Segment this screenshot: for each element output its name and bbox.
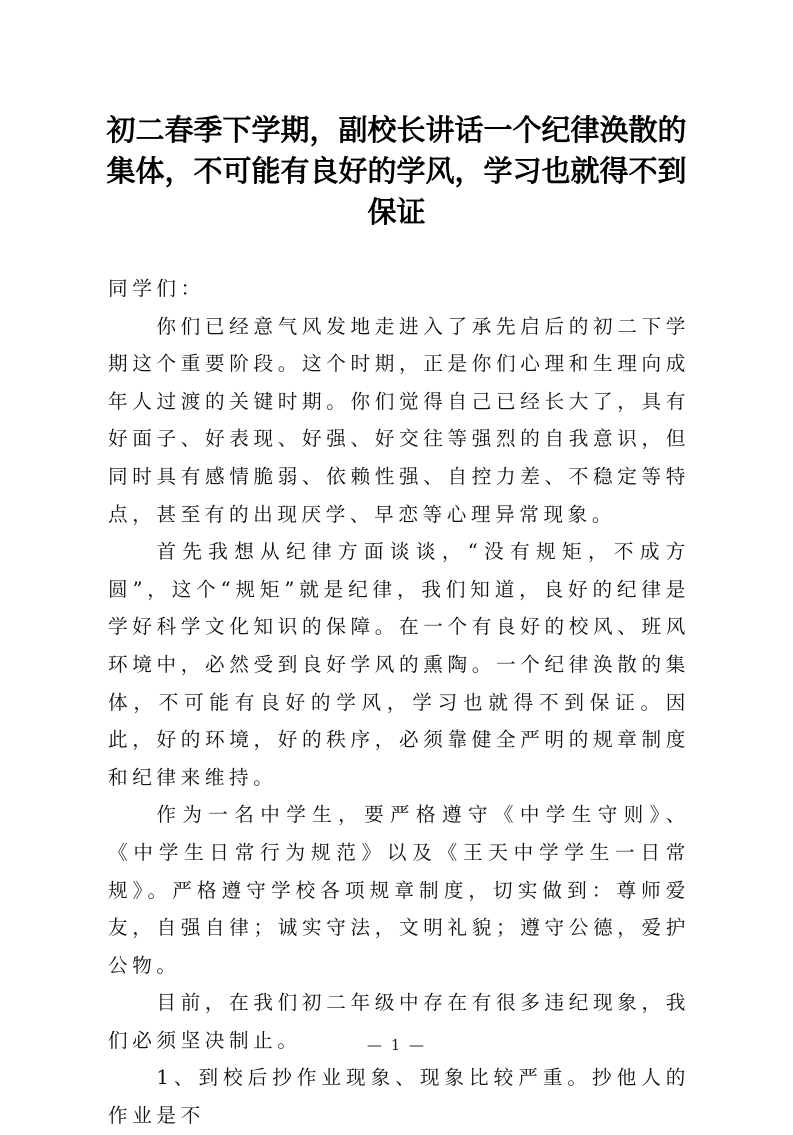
- paragraph-intro: 你们已经意气风发地走进入了承先启后的初二下学期这个重要阶段。这个时期，正是你们心理和生理向成年人过渡的关键时期。你们觉得自己已经长大了，具有好面子、好表现、好强、好交往等强烈的自我意识，但同时具有感情脆弱、依赖性强、自控力差、不稳定等特点，甚至有的出现厌学、早恋等心理异常现象。: [108, 314, 690, 526]
- document-body: [108, 270, 690, 1135]
- paragraph-violations: 目前，在我们初二年级中存在有很多违纪现象，我们必须坚决制止。: [108, 991, 690, 1052]
- paragraph-discipline: 首先我想从纪律方面谈谈，“没有规矩，不成方圆”，这个“规矩”就是纪律，我们知道，良好的纪律是学好科学文化知识的保障。在一个有良好的校风、班风环境中，必然受到良好学风的熏陶。一个纪律涣散的集体，不可能有良好的学风，学习也就得不到保证。因此，好的环境，好的秩序，必须靠健全严明的规章制度和纪律来维持。: [108, 540, 690, 789]
- salutation: 同学们：: [108, 277, 205, 300]
- document-title: 初二春季下学期，副校长讲话一个纪律涣散的集体，不可能有良好的学风，学习也就得不到保证: [106, 113, 687, 229]
- page-number: — 1 —: [366, 1036, 427, 1054]
- paragraph-rules: 作为一名中学生，要严格遵守《中学生守则》、《中学生日常行为规范》以及《王天中学学生一日常规》。严格遵守学校各项规章制度，切实做到：尊师爱友，自强自律；诚实守法，文明礼貌；遵守公德，爱护公物。: [108, 803, 690, 977]
- paragraph-item-1: 1、到校后抄作业现象、现象比较严重。抄他人的作业是不: [108, 1066, 690, 1128]
